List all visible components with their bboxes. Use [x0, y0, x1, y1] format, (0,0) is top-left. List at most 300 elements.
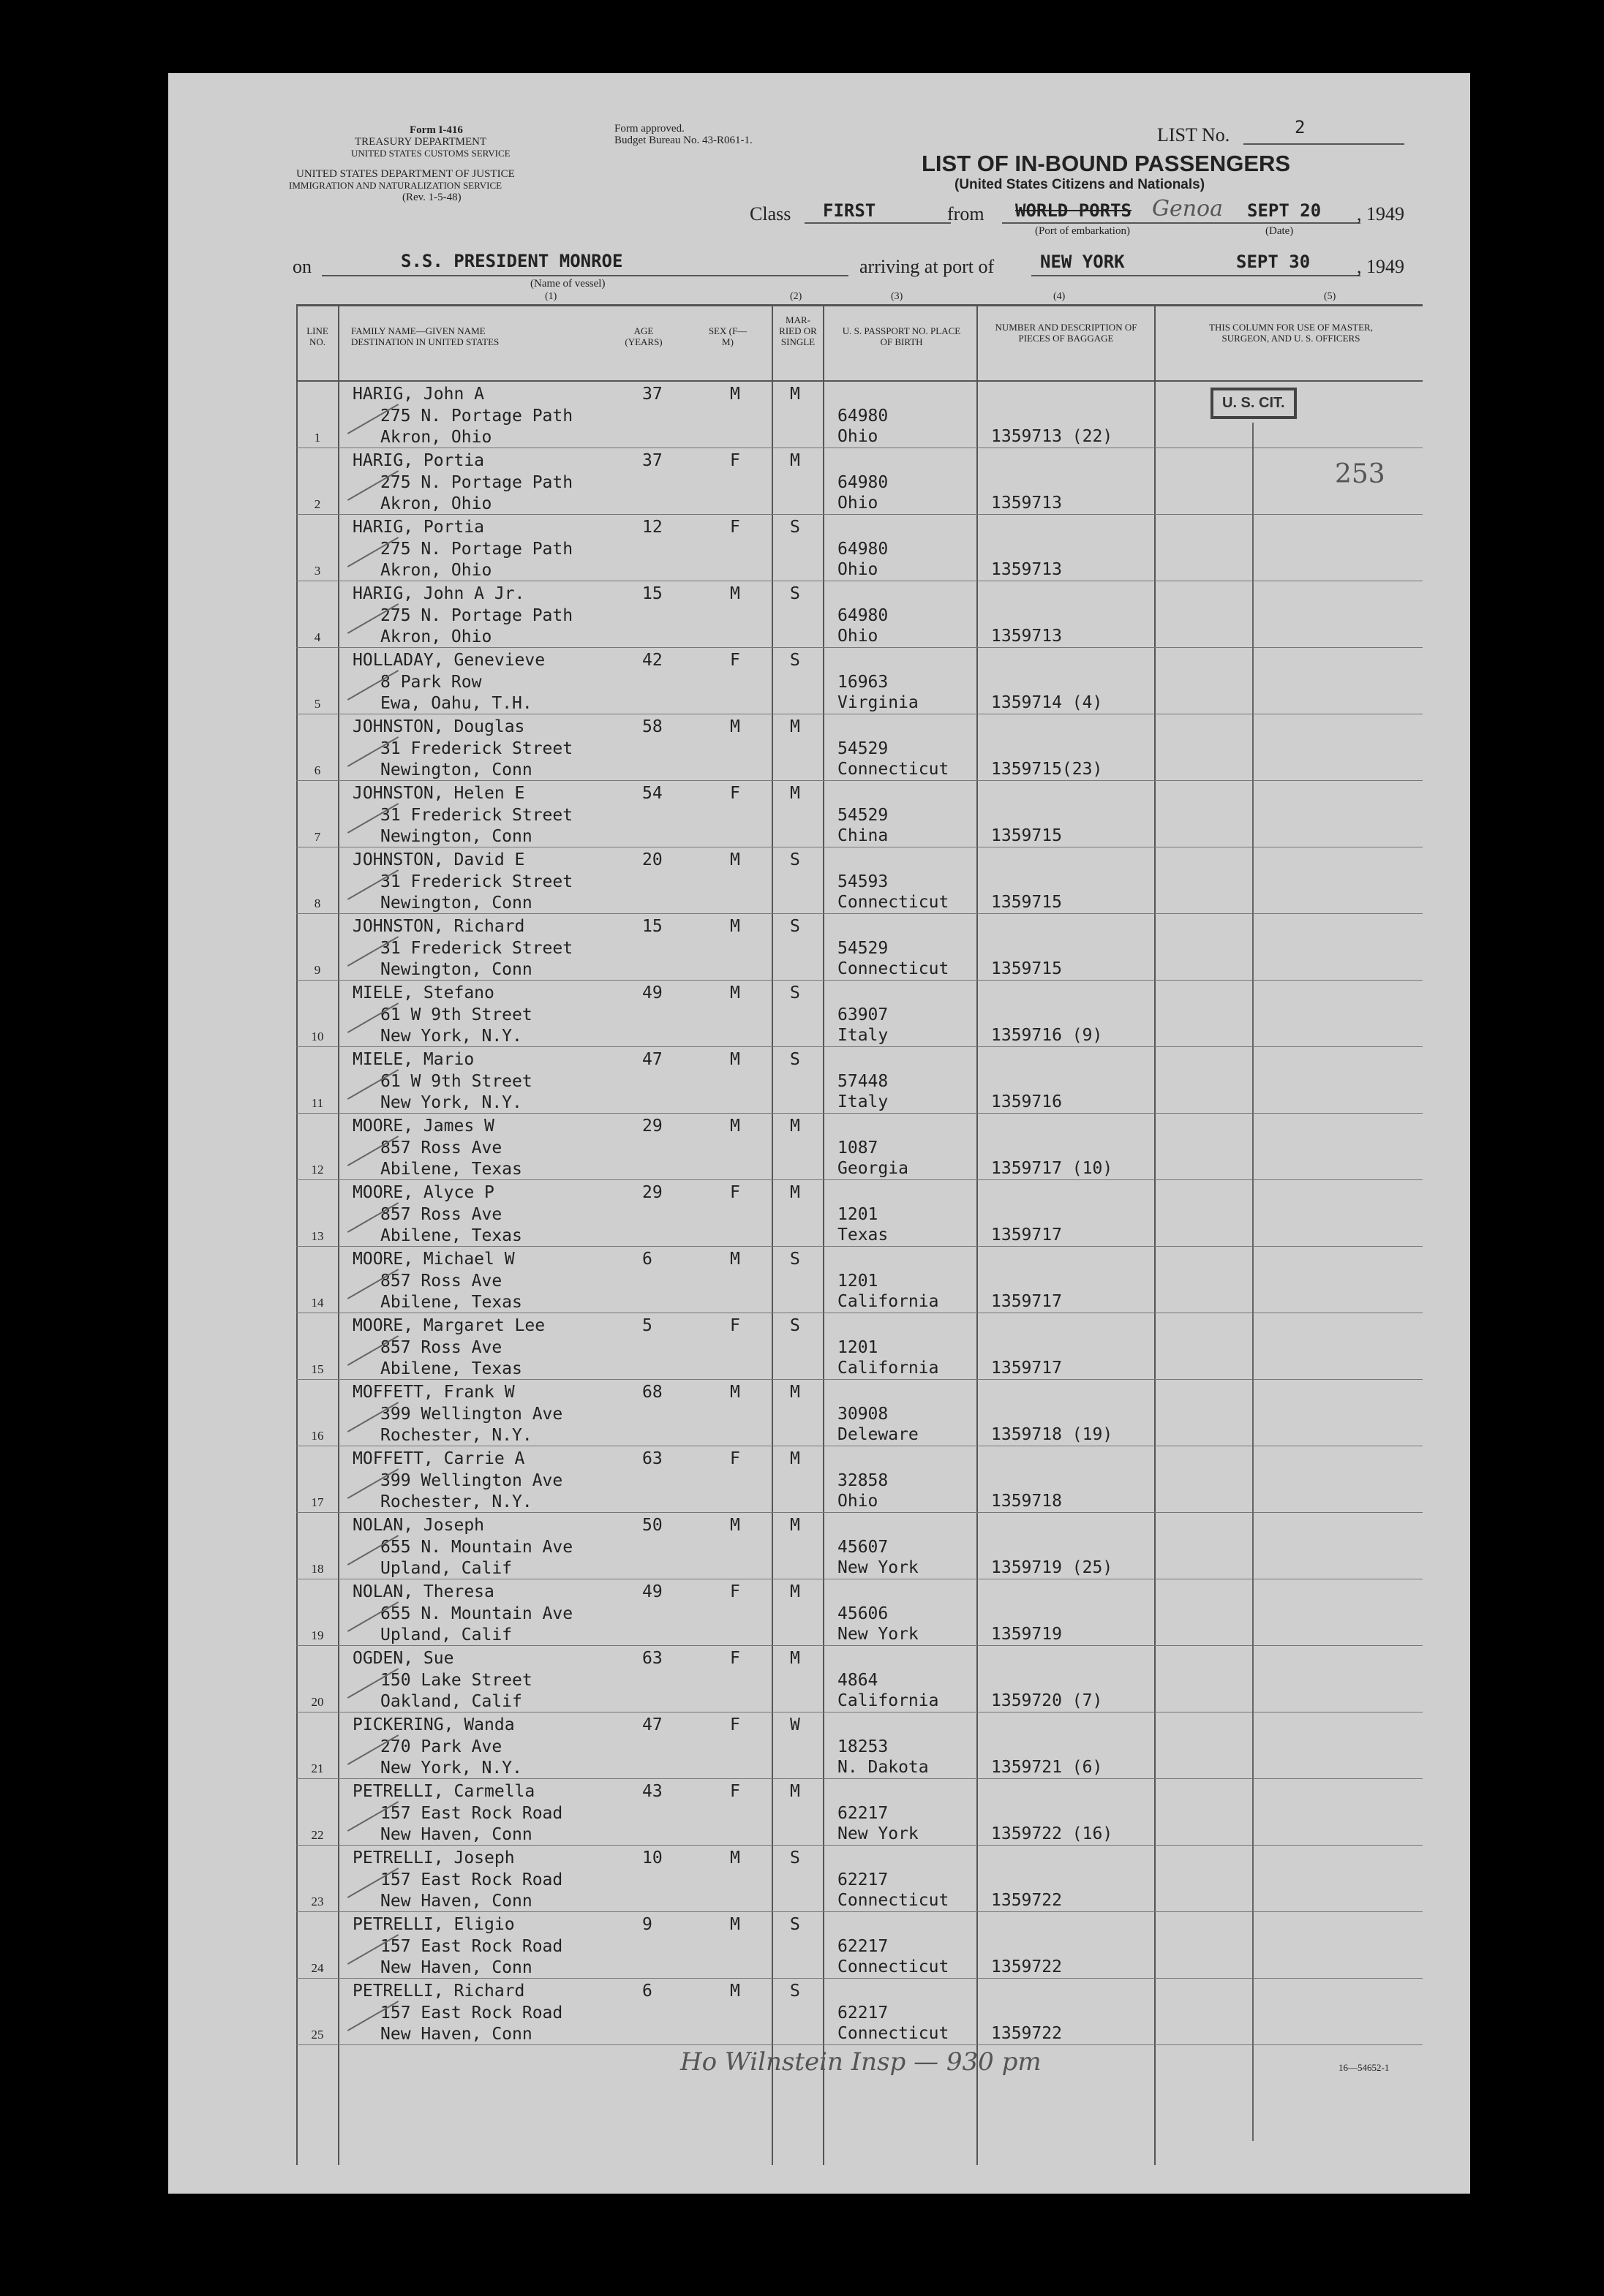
passenger-address-line1: 8 Park Row	[380, 673, 482, 692]
vessel-name: S.S. PRESIDENT MONROE	[401, 251, 623, 271]
baggage: 1359715(23)	[991, 760, 1103, 779]
place-of-birth: Italy	[837, 1026, 889, 1045]
place-of-birth: Connecticut	[837, 1957, 949, 1976]
line-number: 21	[311, 1761, 324, 1775]
passport-number: 64980	[837, 606, 889, 625]
revision: (Rev. 1-5-48)	[402, 192, 462, 203]
vessel-underline	[322, 275, 848, 276]
list-no-value: 2	[1295, 117, 1306, 137]
embark-port-handwritten: Genoa	[1152, 196, 1223, 222]
table-row	[168, 981, 1470, 1047]
from-label: from	[947, 203, 984, 224]
passenger-marital-status: S	[790, 651, 800, 670]
arrival-port-underline	[1031, 275, 1236, 276]
passenger-address-line1: 275 N. Portage Path	[380, 540, 573, 559]
passenger-age: 12	[642, 518, 663, 537]
passenger-address-line1: 275 N. Portage Path	[380, 407, 573, 426]
table-row	[168, 1979, 1470, 2045]
passport-number: 62217	[837, 1804, 889, 1823]
passenger-address-line2: New Haven, Conn	[380, 1825, 532, 1844]
justice-dept: UNITED STATES DEPARTMENT OF JUSTICE	[296, 168, 515, 180]
passport-number: 54529	[837, 939, 889, 958]
passport-number: 4864	[837, 1671, 878, 1690]
passport-number: 16963	[837, 673, 889, 692]
table-row	[168, 515, 1470, 581]
passport-number: 64980	[837, 473, 889, 492]
column-number: (5)	[1324, 291, 1336, 302]
passenger-sex: M	[730, 717, 740, 736]
place-of-birth: Connecticut	[837, 2024, 949, 2043]
passenger-address-line2: Abilene, Texas	[380, 1359, 522, 1378]
passenger-age: 9	[642, 1915, 652, 1934]
passport-number: 54593	[837, 872, 889, 891]
passenger-age: 6	[642, 1250, 652, 1269]
passenger-sex: F	[730, 1316, 740, 1335]
passenger-marital-status: M	[790, 1117, 800, 1136]
passenger-marital-status: M	[790, 1183, 800, 1202]
passenger-age: 47	[642, 1050, 663, 1069]
form-number: Form I-416	[410, 124, 463, 136]
passenger-marital-status: S	[790, 1316, 800, 1335]
form-approved: Form approved.	[614, 123, 685, 135]
line-number: 11	[311, 1096, 324, 1110]
page-subtitle: (United States Citizens and Nationals)	[955, 177, 1205, 192]
table-row	[168, 1846, 1470, 1912]
passenger-marital-status: M	[790, 1649, 800, 1668]
treasury-dept: TREASURY DEPARTMENT	[355, 136, 487, 148]
baggage: 1359716 (9)	[991, 1026, 1103, 1045]
baggage: 1359713	[991, 627, 1062, 646]
passenger-address-line1: 157 East Rock Road	[380, 1870, 563, 1889]
passenger-age: 15	[642, 917, 663, 936]
passenger-name: MOORE, Margaret Lee	[353, 1316, 546, 1335]
manifest-sheet	[168, 73, 1470, 2194]
passport-number: 1201	[837, 1272, 878, 1291]
header-name: FAMILY NAME—GIVEN NAME DESTINATION IN UNITED STATES	[351, 325, 500, 347]
baggage: 1359722	[991, 1957, 1062, 1976]
passenger-address-line2: New York, N.Y.	[380, 1093, 522, 1112]
embark-date: SEPT 20	[1247, 200, 1322, 221]
customs-service: UNITED STATES CUSTOMS SERVICE	[351, 148, 511, 159]
passenger-name: MIELE, Mario	[353, 1050, 475, 1069]
passenger-address-line2: Abilene, Texas	[380, 1293, 522, 1312]
header-sex: SEX (F—M)	[708, 325, 748, 347]
passenger-sex: M	[730, 1250, 740, 1269]
passenger-marital-status: M	[790, 385, 800, 404]
passenger-sex: F	[730, 1183, 740, 1202]
row-divider	[296, 2044, 1423, 2045]
passenger-marital-status: W	[790, 1715, 800, 1734]
passenger-address-line2: Upland, Calif	[380, 1625, 513, 1644]
passenger-address-line1: 157 East Rock Road	[380, 2004, 563, 2023]
baggage: 1359717	[991, 1359, 1062, 1378]
table-row	[168, 581, 1470, 648]
passport-number: 1087	[837, 1138, 878, 1158]
embark-port-value: WORLD PORTS	[1015, 200, 1132, 221]
line-number: 18	[311, 1562, 324, 1576]
footer-code: 16—54652-1	[1338, 2062, 1390, 2073]
table-row	[168, 1579, 1470, 1646]
passenger-address-line1: 857 Ross Ave	[380, 1205, 502, 1224]
line-number: 15	[311, 1362, 324, 1376]
arrival-date: SEPT 30	[1236, 252, 1311, 272]
passenger-table-body	[168, 382, 1470, 2166]
place-of-birth: N. Dakota	[837, 1758, 929, 1777]
line-number: 16	[311, 1429, 324, 1443]
baggage: 1359715	[991, 959, 1062, 978]
passenger-address-line2: Akron, Ohio	[380, 561, 492, 580]
passenger-address-line1: 275 N. Portage Path	[380, 473, 573, 492]
line-number: 23	[311, 1895, 324, 1908]
passenger-marital-status: M	[790, 784, 800, 803]
passenger-address-line2: Newington, Conn	[380, 760, 532, 779]
line-number: 20	[311, 1695, 324, 1709]
passport-number: 30908	[837, 1405, 889, 1424]
passenger-address-line1: 157 East Rock Road	[380, 1937, 563, 1956]
passenger-marital-status: S	[790, 1848, 800, 1868]
passenger-marital-status: M	[790, 1449, 800, 1468]
table-row	[168, 914, 1470, 981]
line-number: 12	[311, 1163, 324, 1177]
baggage: 1359722	[991, 2024, 1062, 2043]
place-of-birth: New York	[837, 1625, 919, 1644]
passenger-sex: F	[730, 1582, 740, 1601]
header-line-no: LINE NO.	[306, 325, 328, 347]
passenger-age: 68	[642, 1383, 663, 1402]
passenger-age: 29	[642, 1117, 663, 1136]
passenger-address-line1: 857 Ross Ave	[380, 1138, 502, 1158]
passenger-sex: M	[730, 917, 740, 936]
passenger-sex: F	[730, 651, 740, 670]
passport-number: 63907	[837, 1005, 889, 1024]
header-baggage: NUMBER AND DESCRIPTION OF PIECES OF BAGGAGE	[995, 322, 1137, 344]
passport-number: 18253	[837, 1737, 889, 1756]
passenger-marital-status: S	[790, 1250, 800, 1269]
passenger-address-line1: 270 Park Ave	[380, 1737, 502, 1756]
table-row	[168, 1646, 1470, 1712]
passenger-sex: M	[730, 1848, 740, 1868]
passenger-address-line1: 61 W 9th Street	[380, 1005, 532, 1024]
passenger-name: PETRELLI, Carmella	[353, 1782, 535, 1801]
place-of-birth: Connecticut	[837, 959, 949, 978]
table-row	[168, 847, 1470, 914]
place-of-birth: Ohio	[837, 494, 878, 513]
passenger-marital-status: S	[790, 850, 800, 869]
class-underline	[805, 222, 951, 224]
baggage: 1359721 (6)	[991, 1758, 1103, 1777]
line-number: 5	[314, 697, 321, 711]
ins-service: IMMIGRATION AND NATURALIZATION SERVICE	[289, 180, 502, 191]
place-of-birth: Ohio	[837, 1492, 878, 1511]
passport-number: 62217	[837, 2004, 889, 2023]
line-number: 25	[311, 2028, 324, 2042]
passenger-address-line2: New Haven, Conn	[380, 1892, 532, 1911]
table-row	[168, 1446, 1470, 1513]
passenger-age: 29	[642, 1183, 663, 1202]
passenger-name: MOFFETT, Carrie A	[353, 1449, 525, 1468]
list-no-underline	[1243, 143, 1404, 145]
passenger-name: NOLAN, Joseph	[353, 1516, 485, 1535]
passenger-name: HOLLADAY, Genevieve	[353, 651, 546, 670]
passenger-address-line1: 857 Ross Ave	[380, 1338, 502, 1357]
passenger-address-line1: 31 Frederick Street	[380, 872, 573, 891]
passenger-sex: F	[730, 1449, 740, 1468]
place-of-birth: California	[837, 1359, 939, 1378]
passenger-address-line2: New York, N.Y.	[380, 1027, 522, 1046]
line-number: 14	[311, 1296, 324, 1310]
passenger-name: JOHNSTON, Helen E	[353, 784, 525, 803]
place-of-birth: Virginia	[837, 693, 919, 712]
line-number: 7	[314, 830, 321, 844]
passenger-name: PICKERING, Wanda	[353, 1715, 515, 1734]
passenger-name: HARIG, John A Jr.	[353, 584, 525, 603]
passenger-address-line1: 655 N. Mountain Ave	[380, 1604, 573, 1623]
table-row	[168, 648, 1470, 714]
table-row	[168, 1247, 1470, 1313]
passenger-address-line2: Ewa, Oahu, T.H.	[380, 694, 532, 713]
on-label: on	[293, 256, 312, 277]
passenger-marital-status: S	[790, 1915, 800, 1934]
class-value: FIRST	[823, 200, 876, 221]
header-officers: THIS COLUMN FOR USE OF MASTER, SURGEON, AND U. S. OFFICERS	[1209, 322, 1373, 344]
place-of-birth: Georgia	[837, 1159, 908, 1178]
passenger-age: 47	[642, 1715, 663, 1734]
passenger-name: PETRELLI, Eligio	[353, 1915, 515, 1934]
passenger-address-line2: Newington, Conn	[380, 894, 532, 913]
passenger-address-line2: Newington, Conn	[380, 827, 532, 846]
date-caption: (Date)	[1265, 225, 1294, 237]
line-number: 3	[314, 564, 321, 578]
passport-number: 32858	[837, 1471, 889, 1490]
passenger-name: HARIG, Portia	[353, 451, 485, 470]
passenger-address-line2: New York, N.Y.	[380, 1759, 522, 1778]
passport-number: 62217	[837, 1870, 889, 1889]
passenger-age: 6	[642, 1982, 652, 2001]
list-no-label: LIST No.	[1157, 124, 1230, 146]
table-row	[168, 1047, 1470, 1114]
passenger-address-line1: 399 Wellington Ave	[380, 1405, 563, 1424]
passenger-age: 43	[642, 1782, 663, 1801]
embark-year: , 1949	[1357, 203, 1404, 224]
passenger-address-line1: 150 Lake Street	[380, 1671, 532, 1690]
table-row	[168, 714, 1470, 781]
passenger-address-line2: Oakland, Calif	[380, 1692, 522, 1711]
passenger-sex: M	[730, 584, 740, 603]
passenger-sex: F	[730, 1782, 740, 1801]
baggage: 1359715	[991, 893, 1062, 912]
place-of-birth: New York	[837, 1824, 919, 1843]
header-married: MAR-RIED OR SINGLE	[779, 314, 817, 347]
passenger-address-line1: 399 Wellington Ave	[380, 1471, 563, 1490]
passenger-name: MOORE, Michael W	[353, 1250, 515, 1269]
passenger-address-line1: 655 N. Mountain Ave	[380, 1538, 573, 1557]
place-of-birth: Texas	[837, 1226, 889, 1245]
passenger-sex: M	[730, 385, 740, 404]
line-number: 9	[314, 963, 321, 977]
line-number: 19	[311, 1628, 324, 1642]
passenger-sex: M	[730, 1383, 740, 1402]
passenger-sex: M	[730, 983, 740, 1002]
handwritten-253: 253	[1335, 459, 1385, 489]
passenger-name: MIELE, Stefano	[353, 983, 494, 1002]
table-row	[168, 781, 1470, 847]
baggage: 1359722	[991, 1891, 1062, 1910]
baggage: 1359722 (16)	[991, 1824, 1113, 1843]
place-of-birth: China	[837, 826, 889, 845]
passenger-marital-status: S	[790, 917, 800, 936]
passenger-address-line2: Rochester, N.Y.	[380, 1426, 532, 1445]
place-of-birth: Connecticut	[837, 893, 949, 912]
passenger-sex: F	[730, 451, 740, 470]
arrival-port: NEW YORK	[1040, 252, 1125, 272]
passenger-name: PETRELLI, Richard	[353, 1982, 525, 2001]
passenger-marital-status: M	[790, 1383, 800, 1402]
passenger-name: HARIG, Portia	[353, 518, 485, 537]
passenger-name: PETRELLI, Joseph	[353, 1848, 515, 1868]
passenger-address-line1: 31 Frederick Street	[380, 806, 573, 825]
passenger-address-line1: 61 W 9th Street	[380, 1072, 532, 1091]
place-of-birth: Italy	[837, 1092, 889, 1111]
passport-number: 45607	[837, 1538, 889, 1557]
line-number: 8	[314, 896, 321, 910]
table-row	[168, 1779, 1470, 1846]
passport-number: 54529	[837, 806, 889, 825]
budget-bureau: Budget Bureau No. 43-R061-1.	[614, 135, 753, 146]
passport-number: 45606	[837, 1604, 889, 1623]
place-of-birth: California	[837, 1691, 939, 1710]
passenger-name: MOORE, James W	[353, 1117, 494, 1136]
baggage: 1359714 (4)	[991, 693, 1103, 712]
passenger-marital-status: M	[790, 717, 800, 736]
passenger-address-line2: Akron, Ohio	[380, 494, 492, 513]
passenger-name: NOLAN, Theresa	[353, 1582, 494, 1601]
us-citizen-stamp: U. S. CIT.	[1210, 388, 1297, 419]
passenger-age: 37	[642, 385, 663, 404]
passenger-age: 15	[642, 584, 663, 603]
table-row	[168, 1180, 1470, 1247]
passenger-marital-status: S	[790, 1050, 800, 1069]
table-row	[168, 448, 1470, 515]
passenger-address-line2: Abilene, Texas	[380, 1226, 522, 1245]
column-number: (3)	[891, 291, 903, 302]
table-row	[168, 1513, 1470, 1579]
line-number: 24	[311, 1961, 324, 1975]
passenger-age: 10	[642, 1848, 663, 1868]
line-number: 4	[314, 630, 321, 644]
header-passport: U. S. PASSPORT NO. PLACE OF BIRTH	[842, 325, 961, 347]
passenger-age: 20	[642, 850, 663, 869]
passenger-address-line2: Upland, Calif	[380, 1559, 513, 1578]
line-number: 10	[311, 1030, 324, 1043]
passenger-age: 50	[642, 1516, 663, 1535]
port-caption: (Port of embarkation)	[1035, 225, 1130, 237]
passenger-sex: M	[730, 850, 740, 869]
baggage: 1359713	[991, 560, 1062, 579]
column-number: (1)	[545, 291, 557, 302]
place-of-birth: Ohio	[837, 427, 878, 446]
passenger-address-line1: 31 Frederick Street	[380, 739, 573, 758]
passport-number: 64980	[837, 407, 889, 426]
column-number: (2)	[790, 291, 802, 302]
baggage: 1359719	[991, 1625, 1062, 1644]
baggage: 1359713 (22)	[991, 427, 1113, 446]
passport-number: 64980	[837, 540, 889, 559]
passenger-marital-status: M	[790, 1582, 800, 1601]
place-of-birth: Ohio	[837, 627, 878, 646]
passenger-name: OGDEN, Sue	[353, 1649, 454, 1668]
passenger-address-line2: Akron, Ohio	[380, 627, 492, 646]
passenger-address-line1: 275 N. Portage Path	[380, 606, 573, 625]
passenger-sex: M	[730, 1117, 740, 1136]
passport-number: 1201	[837, 1338, 878, 1357]
passenger-address-line2: Akron, Ohio	[380, 428, 492, 447]
baggage: 1359713	[991, 494, 1062, 513]
header-age: AGE (YEARS)	[625, 325, 663, 347]
passport-number: 54529	[837, 739, 889, 758]
table-row	[168, 1380, 1470, 1446]
passenger-age: 49	[642, 1582, 663, 1601]
passport-number: 1201	[837, 1205, 878, 1224]
passenger-address-line1: 31 Frederick Street	[380, 939, 573, 958]
place-of-birth: California	[837, 1292, 939, 1311]
passenger-sex: F	[730, 1649, 740, 1668]
passenger-age: 63	[642, 1449, 663, 1468]
passenger-marital-status: M	[790, 451, 800, 470]
date-underline	[1236, 222, 1360, 224]
passenger-address-line1: 157 East Rock Road	[380, 1804, 563, 1823]
passenger-sex: F	[730, 784, 740, 803]
baggage: 1359717	[991, 1292, 1062, 1311]
passenger-marital-status: S	[790, 518, 800, 537]
passenger-age: 58	[642, 717, 663, 736]
passenger-age: 54	[642, 784, 663, 803]
passenger-address-line2: New Haven, Conn	[380, 2025, 532, 2044]
class-label: Class	[750, 203, 791, 224]
table-row	[168, 1313, 1470, 1380]
baggage: 1359717 (10)	[991, 1159, 1113, 1178]
passenger-marital-status: M	[790, 1516, 800, 1535]
passenger-sex: M	[730, 1516, 740, 1535]
baggage: 1359720 (7)	[991, 1691, 1103, 1710]
passenger-name: JOHNSTON, Douglas	[353, 717, 525, 736]
passenger-address-line1: 857 Ross Ave	[380, 1272, 502, 1291]
baggage: 1359715	[991, 826, 1062, 845]
arrival-date-underline	[1221, 275, 1360, 276]
passenger-sex: M	[730, 1915, 740, 1934]
place-of-birth: Deleware	[837, 1425, 919, 1444]
passenger-name: MOORE, Alyce P	[353, 1183, 494, 1202]
officer-column-pencil-line	[1252, 423, 1254, 2141]
page-title: LIST OF IN-BOUND PASSENGERS	[922, 151, 1291, 176]
passenger-age: 49	[642, 983, 663, 1002]
baggage: 1359718 (19)	[991, 1425, 1113, 1444]
passport-number: 62217	[837, 1937, 889, 1956]
passenger-address-line2: Rochester, N.Y.	[380, 1492, 532, 1511]
column-number: (4)	[1053, 291, 1066, 302]
line-number: 2	[314, 497, 321, 511]
line-number: 6	[314, 763, 321, 777]
place-of-birth: Ohio	[837, 560, 878, 579]
passenger-sex: M	[730, 1050, 740, 1069]
passenger-marital-status: S	[790, 1982, 800, 2001]
passenger-name: MOFFETT, Frank W	[353, 1383, 515, 1402]
place-of-birth: Connecticut	[837, 1891, 949, 1910]
passenger-marital-status: M	[790, 1782, 800, 1801]
arrival-year: , 1949	[1357, 256, 1404, 277]
passenger-marital-status: S	[790, 584, 800, 603]
arriving-label: arriving at port of	[859, 256, 995, 277]
passenger-sex: F	[730, 518, 740, 537]
